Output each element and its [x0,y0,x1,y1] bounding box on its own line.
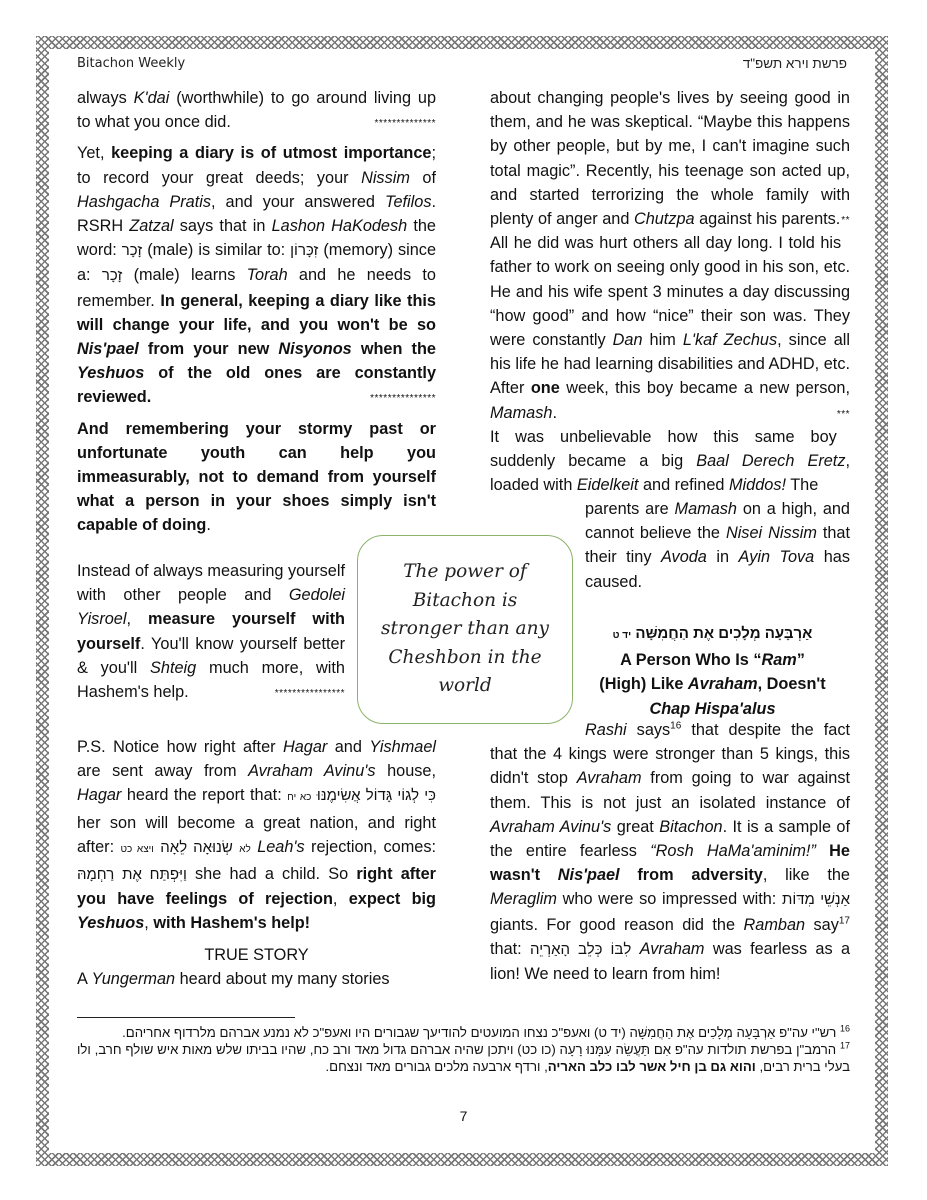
separator-stars: *** [836,408,850,420]
paragraph: Rashi says$^{16}$ that despite the fact that the 4 kings were stronger than 5 kings, this didn't stop Avraham from going to war against them. This is not just an isolated instance of Avraham Avinu's great Bitachon. It is a sample of the entire fearless “Rosh HaMa'aminim!” He wasn't Nis'pael from adversity, like the Meraglim who were so impressed with: אַנְשֵׁי מִדּוֹת giants. For good reason did the Ramban say$^{17}$ that: לִבּוֹ כְּלֵב הָאַרְיֵה Avraham was fearless as a lion! We need to learn from him! [490,720,851,984]
paragraph: And remembering your stormy past or unfortunate youth can help you immeasurably, not to demand from yourself what a person in your shoes simply isn't capable of doing. [77,419,436,535]
verse-reference: ויצא כט [120,843,154,855]
hebrew-phrase: לִבּוֹ כְּלֵב הָאַרְיֵה [530,940,632,958]
right-column-wrap: parents are Mamash on a high, and cannot believe the Nisei Nissim that their tiny Avoda in Ayin Tova has caused. [585,500,851,591]
separator-stars: **************** [274,688,345,700]
story-title: TRUE STORY [204,945,309,964]
footnote-ref[interactable]: 17 [838,915,850,927]
footnote-17: $^{17}$ הרמב"ן בפרשת תולדות עה"פ אִם תַּעֲשֵׂה עִמָּנוּ רָעָה (כו כט) ויתכן שהיה אברהם גדול מאד ורב כח, שהיו בביתו שלש מאות איש שולף חרב, ולו בעלי ברית רבים, והוא גם בן חיל אשר לבו כלב האריה, ורדף ארבעה מלכים גבורים מאד ונצחם. [77,1040,850,1074]
paragraph: It was unbelievable how this same boy suddenly became a big Baal Derech Eretz, loaded with Eidelkeit and refined Middos! The [490,427,850,495]
heading-line-2: (High) Like Avraham, Doesn't [599,675,826,694]
separator-stars: ** [841,215,850,227]
paragraph: All he did was hurt others all day long. I told his father to work on seeing only good in his son, etc. He and his wife spent 3 minutes a day discussing “how good” and how “nice” their son was. They were constantly Dan him L'kaf Zechus, since all his life he had learning disabilities and ADHD, etc. After one week, this boy became a new person, Mamash. *** [490,231,850,425]
header-parsha-title: פרשת וירא תשפ"ד [742,56,847,71]
verse-reference: כא יח [287,792,312,804]
left-column-bottom [77,735,436,991]
header-publication-title: Bitachon Weekly [77,56,186,71]
separator-stars: *************** [370,393,436,405]
footnotes [77,1024,850,1075]
hebrew-word: זָכָר [121,242,143,260]
verse-reference: לא [239,843,251,855]
hebrew-word: זָכָר [101,267,123,285]
hebrew-verse: וַיִּפְתַּח אֶת רַחְמָהּ [77,866,187,884]
hebrew-verse: שְׂנוּאָה לֵאָה [160,838,233,856]
paragraph: about changing people's lives by seeing good in them, and he was skeptical. “Maybe this happens by other people, but by me, I can't imagine such total magic”. Recently, his teenage son acted up, and started terrorizing the whole family with plenty of anger and Chutzpa against his parents. ** [490,86,850,231]
footnote-ref[interactable]: 16 [670,720,682,732]
pull-quote-text: The power of Bitachon is stronger than any Cheshbon in the world [381,561,549,697]
paragraph: P.S. Notice how right after Hagar and Yishmael are sent away from Avraham Avinu's house, Hagar heard the report that: כא יח כִּי לְגוֹי גָּדוֹל אֲשִׂימֶנּוּ her son will become a great nation, and right after: ויצא כט שְׂנוּאָה לֵאָה לא Leah's rejection, comes: וַיִּפְתַּח אֶת רַחְמָהּ she had a child. So right after you have feelings of rejection, expect big Yeshuos, with Hashem's help! [77,738,436,933]
heading-hebrew: אַרְבָּעָה מְלָכִים אֶת הַחֲמִשָּׁה יד ט [612,625,813,642]
heading-line-1: A Person Who Is “Ram” [620,651,805,670]
pull-quote-box [357,535,573,724]
separator-stars: ************** [374,118,436,130]
paragraph: always K'dai (worthwhile) to go around living up to what you once did. ************** [77,86,436,134]
left-column-continued: Instead of always measuring yourself with other people and Gedolei Yisroel, measure yourself with yourself. You'll know yourself better & you'll Shteig much more, with Hashem's help. **************** [77,559,345,706]
right-column [490,86,850,516]
paragraph: Yet, keeping a diary is of utmost importance; to record your great deeds; your Nissim of Hashgacha Pratis, and your answered Tefilos. RSRH Zatzal says that in Lashon HaKodesh the word: זָכָר (male) is similar to: זִכָּרוֹן (memory) since a: זָכָר (male) learns Torah and he needs to remember. In general, keeping a diary like this will change your life, and you won't be so Nis'pael from your new Nisyonos when the Yeshuos of the old ones are constantly reviewed. *************** [77,141,436,409]
page-number: 7 [459,1108,468,1124]
right-column-bottom [490,718,850,986]
hebrew-word: זִכָּרוֹן [290,242,319,260]
hebrew-verse: כִּי לְגוֹי גָּדוֹל אֲשִׂימֶנּוּ [316,787,436,805]
left-column [77,86,436,559]
paragraph: A Yungerman heard about my many stories [77,969,390,988]
footnote-separator [77,1017,295,1018]
footnote-16: $^{16}$ רש"י עה"פ אַרְבָּעָה מְלָכִים אֶת הַחֲמִשָּׁה (יד ט) ואעפ"כ נצחו המועטים להודיעך שגבורים היו ואעפ"כ לא נמנע אברהם מלרדוף אחריהם. [122,1023,850,1040]
heading-line-3: Chap Hispa'alus [649,699,776,718]
section-heading [575,622,850,721]
hebrew-phrase: אַנְשֵׁי מִדּוֹת [781,891,850,909]
